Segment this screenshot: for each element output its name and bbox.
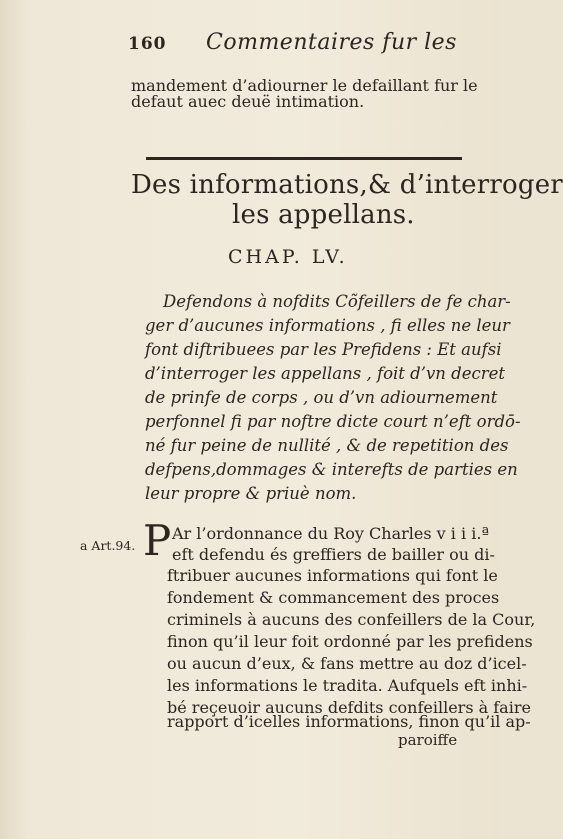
drop-capital: P bbox=[143, 516, 172, 565]
commentary-line: rapport d’icelles informations, finon qu’il ap- bbox=[167, 712, 531, 731]
ordinance-line: né fur peine de nullité , & de repetition des bbox=[145, 436, 509, 455]
continuation-line: defaut auec deuë intimation. bbox=[131, 92, 365, 111]
commentary-line: finon qu’il leur foit ordonné par les prefidens bbox=[167, 632, 533, 651]
section-rule bbox=[146, 157, 462, 160]
margin-note: a Art.94. bbox=[80, 538, 136, 553]
section-title-line: les appellans. bbox=[232, 200, 415, 230]
catchword: paroiffe bbox=[398, 731, 458, 749]
commentary-line: eft defendu és greffiers de bailler ou di- bbox=[172, 545, 495, 564]
commentary-line: les informations le tradita. Aufquels eft inhi- bbox=[167, 676, 528, 695]
commentary-line: criminels à aucuns des confeillers de la Cour, bbox=[167, 610, 536, 629]
ordinance-line: perfonnel fi par noftre dicte court n’eft ordō- bbox=[145, 412, 521, 431]
ordinance-line: Defendons à nofdits Cõfeillers de fe char- bbox=[163, 292, 511, 311]
ordinance-line: ger d’aucunes informations , fi elles ne leur bbox=[145, 316, 510, 335]
commentary-line: ftribuer aucunes informations qui font le bbox=[167, 566, 498, 585]
commentary-line: ou aucun d’eux, & fans mettre au doz d’icel- bbox=[167, 654, 527, 673]
section-title-line: Des informations,& d’interroger bbox=[131, 170, 563, 200]
page-header bbox=[128, 28, 468, 58]
ordinance-line: font diftribuees par les Prefidens : Et aufsi bbox=[145, 340, 502, 359]
ordinance-line: leur propre & priuè nom. bbox=[145, 484, 357, 503]
page-number: 160 bbox=[128, 34, 167, 54]
running-title: Commentaires fur les bbox=[206, 30, 457, 55]
continuation-line: mandement d’adiourner le defaillant fur le bbox=[131, 76, 478, 95]
ordinance-line: de prinfe de corps , ou d’vn adiournement bbox=[145, 388, 498, 407]
chapter-heading: CHAP. LV. bbox=[228, 246, 348, 268]
commentary-line: fondement & commancement des proces bbox=[167, 588, 500, 607]
ordinance-line: defpens,dommages & interefts de parties en bbox=[145, 460, 518, 479]
commentary-line: bé reçeuoir aucuns defdits confeillers à faire bbox=[167, 698, 531, 717]
ordinance-line: d’interroger les appellans , foit d’vn decret bbox=[145, 364, 506, 383]
commentary-line: Ar l’ordonnance du Roy Charles v i i i.ª bbox=[172, 524, 490, 543]
